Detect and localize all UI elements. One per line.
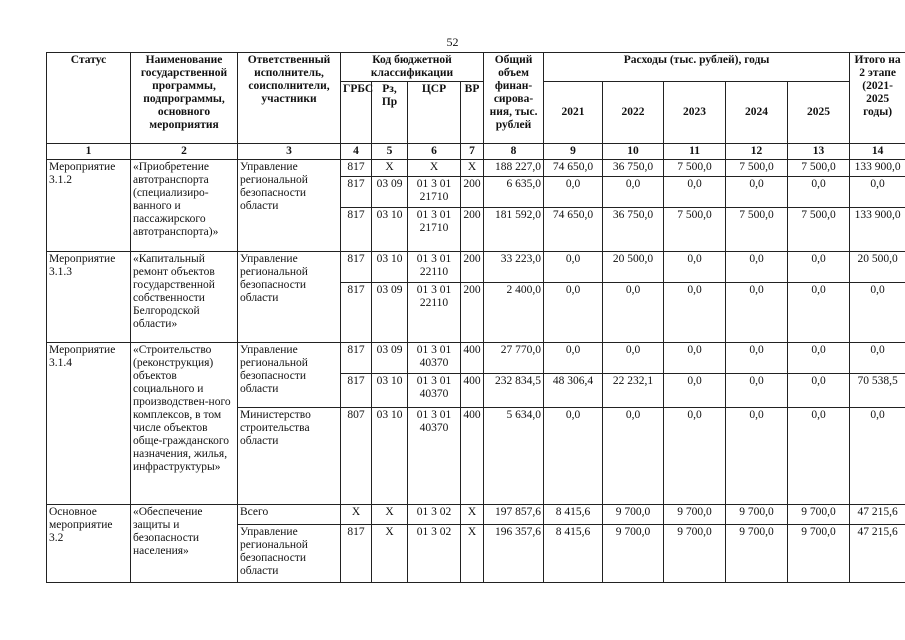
table-row [47,252,905,283]
header-expenses: Расходы (тыс. рублей), годы [544,53,850,82]
year-2024-cell: 0,0 [726,252,788,283]
table-row [47,343,905,374]
rzpr-cell: Х [372,505,408,525]
header-csr: ЦСР [408,82,461,144]
year-2024-cell: 0,0 [726,374,788,408]
year-2023-cell: 0,0 [664,408,726,505]
column-number: 3 [238,144,341,160]
column-number: 7 [461,144,484,160]
csr-cell: 01 3 01 21710 [408,208,461,252]
grbs-cell: 817 [341,177,372,208]
grbs-cell: 817 [341,374,372,408]
column-number: 5 [372,144,408,160]
header-year-2021: 2021 [544,82,603,144]
header-status: Статус [47,53,131,144]
year-2022-cell: 0,0 [603,343,664,374]
page-number: 52 [446,35,459,49]
header-itogo: Итого на 2 этапе (2021-2025 годы) [850,53,905,144]
year-2022-cell: 0,0 [603,408,664,505]
itogo-cell: 133 900,0 [850,160,905,177]
year-2022-cell: 36 750,0 [603,208,664,252]
vr-cell: 200 [461,208,484,252]
table-row [47,160,905,177]
column-number: 8 [484,144,544,160]
year-2021-cell: 8 415,6 [544,525,603,583]
column-number: 12 [726,144,788,160]
year-2021-cell: 8 415,6 [544,505,603,525]
year-2022-cell: 36 750,0 [603,160,664,177]
year-2023-cell: 7 500,0 [664,160,726,177]
itogo-cell: 47 215,6 [850,525,905,583]
header-budget-code: Код бюджетной классификации [341,53,484,82]
rzpr-cell: 03 10 [372,374,408,408]
status-cell: Мероприятие 3.1.2 [47,160,131,252]
year-2024-cell: 0,0 [726,177,788,208]
itogo-cell: 47 215,6 [850,505,905,525]
year-2025-cell: 7 500,0 [788,208,850,252]
year-2023-cell: 0,0 [664,283,726,343]
year-2023-cell: 7 500,0 [664,208,726,252]
csr-cell: 01 3 02 [408,505,461,525]
year-2024-cell: 9 700,0 [726,505,788,525]
year-2022-cell: 0,0 [603,283,664,343]
csr-cell: Х [408,160,461,177]
rzpr-cell: 03 09 [372,177,408,208]
year-2022-cell: 9 700,0 [603,525,664,583]
csr-cell: 01 3 02 [408,525,461,583]
header-rzpr: Рз, Пр [372,82,408,144]
year-2021-cell: 0,0 [544,177,603,208]
header-year-2025: 2025 [788,82,850,144]
grbs-cell: 807 [341,408,372,505]
header-row-1 [47,53,905,82]
name-cell: «Строительство (реконструкция) объектов социального и производствен-ного комплексов, в том числе объектов обще-гражданского назначения, жилья, инфраструктуры» [131,343,238,505]
year-2025-cell: 0,0 [788,252,850,283]
header-executor: Ответственный исполнитель, соисполнители, участники [238,53,341,144]
rzpr-cell: 03 09 [372,283,408,343]
year-2024-cell: 0,0 [726,408,788,505]
rzpr-cell: Х [372,160,408,177]
vr-cell: 400 [461,343,484,374]
year-2025-cell: 9 700,0 [788,525,850,583]
name-cell: «Приобретение автотранспорта (специализиро-ванного и пассажирского автотранспорта)» [131,160,238,252]
executor-cell: Всего [238,505,341,525]
itogo-cell: 70 538,5 [850,374,905,408]
itogo-cell: 0,0 [850,283,905,343]
column-number: 11 [664,144,726,160]
csr-cell: 01 3 01 22110 [408,252,461,283]
itogo-cell: 0,0 [850,177,905,208]
vr-cell: Х [461,525,484,583]
year-2023-cell: 0,0 [664,343,726,374]
column-number: 9 [544,144,603,160]
column-number: 2 [131,144,238,160]
itogo-cell: 0,0 [850,408,905,505]
vr-cell: Х [461,160,484,177]
column-number: 13 [788,144,850,160]
year-2021-cell: 0,0 [544,408,603,505]
year-2024-cell: 0,0 [726,283,788,343]
total-cell: 232 834,5 [484,374,544,408]
itogo-cell: 133 900,0 [850,208,905,252]
year-2024-cell: 9 700,0 [726,525,788,583]
status-cell: Мероприятие 3.1.3 [47,252,131,343]
year-2025-cell: 0,0 [788,283,850,343]
header-total-volume: Общий объем финан-сирова-ния, тыс. рублей [484,53,544,144]
year-2025-cell: 0,0 [788,374,850,408]
executor-cell: Управление региональной безопасности области [238,252,341,343]
year-2022-cell: 9 700,0 [603,505,664,525]
total-cell: 33 223,0 [484,252,544,283]
total-cell: 197 857,6 [484,505,544,525]
year-2021-cell: 74 650,0 [544,160,603,177]
total-cell: 5 634,0 [484,408,544,505]
year-2023-cell: 9 700,0 [664,505,726,525]
grbs-cell: 817 [341,252,372,283]
column-number: 10 [603,144,664,160]
year-2023-cell: 0,0 [664,177,726,208]
column-number-row [47,144,905,160]
grbs-cell: 817 [341,525,372,583]
year-2021-cell: 0,0 [544,252,603,283]
grbs-cell: 817 [341,343,372,374]
total-cell: 196 357,6 [484,525,544,583]
year-2025-cell: 0,0 [788,343,850,374]
grbs-cell: 817 [341,283,372,343]
header-year-2023: 2023 [664,82,726,144]
budget-table [46,52,905,583]
year-2021-cell: 0,0 [544,283,603,343]
year-2024-cell: 7 500,0 [726,208,788,252]
column-number: 4 [341,144,372,160]
status-cell: Мероприятие 3.1.4 [47,343,131,505]
year-2023-cell: 9 700,0 [664,525,726,583]
header-year-2022: 2022 [603,82,664,144]
rzpr-cell: 03 10 [372,208,408,252]
rzpr-cell: 03 10 [372,252,408,283]
total-cell: 181 592,0 [484,208,544,252]
csr-cell: 01 3 01 40370 [408,374,461,408]
csr-cell: 01 3 01 22110 [408,283,461,343]
year-2025-cell: 0,0 [788,177,850,208]
year-2022-cell: 20 500,0 [603,252,664,283]
executor-cell: Министерство строительства области [238,408,341,505]
year-2022-cell: 22 232,1 [603,374,664,408]
csr-cell: 01 3 01 40370 [408,408,461,505]
csr-cell: 01 3 01 40370 [408,343,461,374]
grbs-cell: 817 [341,160,372,177]
executor-cell: Управление региональной безопасности области [238,525,341,583]
status-cell: Основное мероприятие 3.2 [47,505,131,583]
year-2025-cell: 9 700,0 [788,505,850,525]
header-vr: ВР [461,82,484,144]
rzpr-cell: Х [372,525,408,583]
name-cell: «Обеспечение защиты и безопасности населения» [131,505,238,583]
executor-cell: Управление региональной безопасности области [238,343,341,408]
header-year-2024: 2024 [726,82,788,144]
year-2023-cell: 0,0 [664,374,726,408]
rzpr-cell: 03 09 [372,343,408,374]
year-2021-cell: 0,0 [544,343,603,374]
vr-cell: 200 [461,283,484,343]
year-2022-cell: 0,0 [603,177,664,208]
total-cell: 2 400,0 [484,283,544,343]
executor-cell: Управление региональной безопасности области [238,160,341,252]
column-number: 6 [408,144,461,160]
itogo-cell: 0,0 [850,343,905,374]
header-name: Наименование государственной программы, подпрограммы, основного мероприятия [131,53,238,144]
year-2023-cell: 0,0 [664,252,726,283]
column-number: 14 [850,144,905,160]
year-2025-cell: 7 500,0 [788,160,850,177]
total-cell: 27 770,0 [484,343,544,374]
total-cell: 188 227,0 [484,160,544,177]
csr-cell: 01 3 01 21710 [408,177,461,208]
table-row [47,505,905,525]
grbs-cell: 817 [341,208,372,252]
vr-cell: 200 [461,252,484,283]
vr-cell: 200 [461,177,484,208]
grbs-cell: Х [341,505,372,525]
vr-cell: 400 [461,374,484,408]
year-2025-cell: 0,0 [788,408,850,505]
year-2021-cell: 74 650,0 [544,208,603,252]
name-cell: «Капитальный ремонт объектов государственной собственности Белгородской области» [131,252,238,343]
rzpr-cell: 03 10 [372,408,408,505]
year-2021-cell: 48 306,4 [544,374,603,408]
header-grbs: ГРБС [341,82,372,144]
vr-cell: Х [461,505,484,525]
year-2024-cell: 7 500,0 [726,160,788,177]
column-number: 1 [47,144,131,160]
vr-cell: 400 [461,408,484,505]
itogo-cell: 20 500,0 [850,252,905,283]
year-2024-cell: 0,0 [726,343,788,374]
total-cell: 6 635,0 [484,177,544,208]
